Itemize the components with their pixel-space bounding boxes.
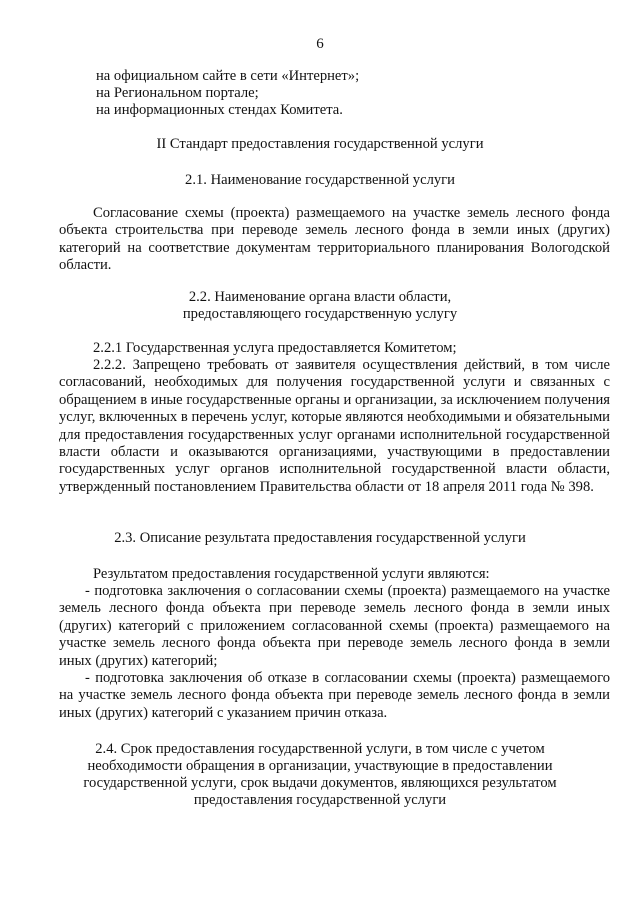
- page-number: 6: [316, 36, 324, 52]
- section-title: II Стандарт предоставления государственной услуги: [156, 136, 484, 152]
- result-item-1: - подготовка заключения о согласовании схемы (проекта) размещаемого на участке земель лесного фонда объекта при переводе земель лесного фонда в земли иных (других) категорий с приложением согласованной схемы (проекта) размещаемого на участке земель лесного фонда объекта при переводе земель лесного фонда в земли иных (других) категорий;: [59, 583, 610, 669]
- heading-2-1: 2.1. Наименование государственной услуги: [185, 172, 455, 188]
- heading-2-2-line-2: предоставляющего государственную услугу: [182, 306, 458, 322]
- intro-line-2: на Региональном портале;: [96, 85, 259, 101]
- intro-line-3: на информационных стендах Комитета.: [96, 102, 343, 118]
- heading-2-4-line-4: предоставления государственной услуги: [193, 792, 447, 808]
- paragraph-2-2-1: 2.2.1 Государственная услуга предоставляется Комитетом;: [93, 340, 457, 356]
- paragraph-2-3-intro: Результатом предоставления государственной услуги являются:: [93, 566, 490, 582]
- paragraph-2-1: Согласование схемы (проекта) размещаемого на участке земель лесного фонда объекта строительства при переводе земель лесного фонда в земли иных (других) категорий на соответствие документам территориального планирования Вологодской области.: [59, 205, 610, 274]
- heading-2-3: 2.3. Описание результата предоставления государственной услуги: [114, 530, 526, 546]
- paragraph-2-2-2: 2.2.2. Запрещено требовать от заявителя осуществления действий, в том числе согласований, необходимых для получения государственной услуги и связанных с обращением в иные государственные органы и организации, за исключением получения услуг, включенных в перечень услуг, которые являются необходимыми и обязательными для предоставления государственных услуг органами исполнительной государственной власти области и оказываются организациями, участвующими в предоставлении государственных услуг органов исполнительной государственной власти области, утвержденный постановлением Правительства области от 18 апреля 2011 года № 398.: [59, 357, 610, 495]
- heading-2-4-line-2: необходимости обращения в организации, участвующие в предоставлении: [87, 758, 553, 774]
- heading-2-4-line-1: 2.4. Срок предоставления государственной услуги, в том числе с учетом: [95, 741, 545, 757]
- result-item-2: - подготовка заключения об отказе в согласовании схемы (проекта) размещаемого на участке земель лесного фонда объекта при переводе земель лесного фонда в земли иных (других) категорий с указанием причин отказа.: [59, 670, 610, 721]
- intro-line-1: на официальном сайте в сети «Интернет»;: [96, 68, 360, 84]
- heading-2-2-line-1: 2.2. Наименование органа власти области,: [188, 289, 452, 305]
- heading-2-4-line-3: государственной услуги, срок выдачи документов, являющихся результатом: [83, 775, 557, 791]
